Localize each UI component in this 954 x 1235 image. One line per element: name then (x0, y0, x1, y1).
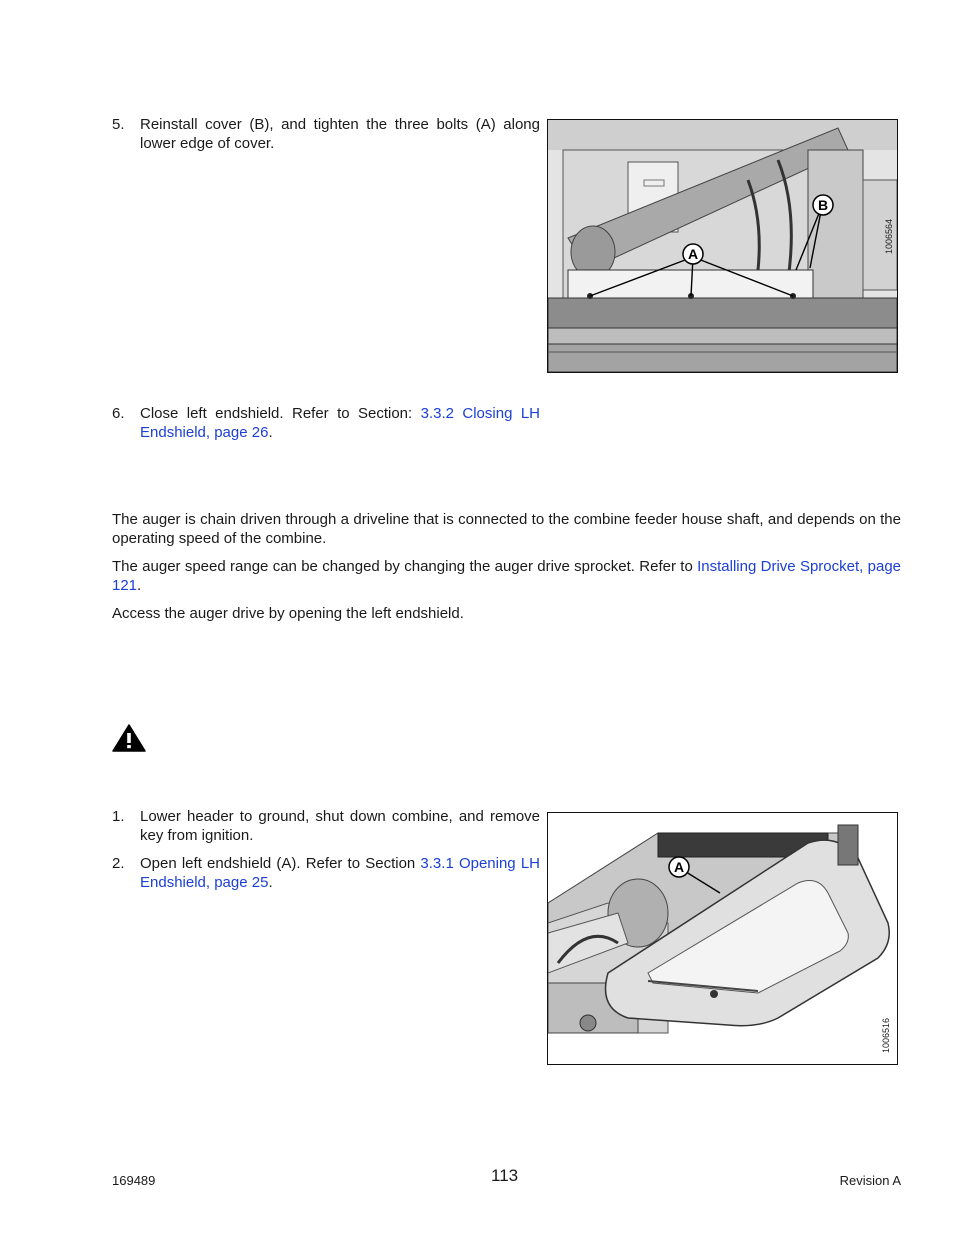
paragraph-text: The auger speed range can be changed by changing the auger drive sprocket. Refer to (112, 558, 698, 575)
closing-lh-endshield-link[interactable]: 3.3.2 Closing LH Endshield, page 26 (140, 405, 540, 441)
step-text: Close left endshield. Refer to Section: (140, 405, 421, 422)
figure-left-endshield-illustration (548, 813, 897, 1064)
step-number: 2. (112, 855, 125, 872)
step-number: 1. (112, 808, 125, 825)
callout-a-label: A (673, 859, 685, 875)
opening-lh-endshield-link[interactable]: 3.3.1 Opening LH Endshield, page 25 (140, 855, 540, 891)
paragraph-access: Access the auger drive by opening the left endshield. (112, 605, 464, 622)
figure-left-endshield (547, 812, 898, 1065)
paragraph-speed-range (112, 557, 901, 595)
step-text-end: . (268, 424, 273, 441)
figure-cover-bolts (547, 119, 898, 373)
footer-revision: Revision A (839, 1173, 901, 1188)
figure-id: 1006564 (884, 218, 894, 254)
step-text-end: . (268, 874, 273, 891)
step-1 (112, 807, 540, 845)
footer-doc-number: 169489 (112, 1173, 156, 1188)
warning-triangle-icon (112, 724, 146, 752)
installing-drive-sprocket-link[interactable]: Installing Drive Sprocket, page 121 (112, 558, 902, 594)
step-6 (112, 404, 540, 442)
footer-page-number: 113 (491, 1166, 519, 1185)
step-number: 5. (112, 116, 125, 133)
callout-b-label: B (817, 197, 829, 213)
step-text: Reinstall cover (B), and tighten the three bolts (A) along lower edge of cover. (140, 116, 540, 152)
step-number: 6. (112, 405, 125, 422)
paragraph-text-end: . (137, 577, 142, 594)
paragraph-auger-drive: The auger is chain driven through a driveline that is connected to the combine feeder house shaft, and depends on the operating speed of the combine. (112, 511, 901, 547)
step-2 (112, 854, 540, 892)
figure-id: 1006516 (881, 1017, 891, 1053)
figure-cover-bolts-illustration (548, 120, 897, 372)
step-5 (112, 115, 540, 153)
step-text: Lower header to ground, shut down combine, and remove key from ignition. (140, 808, 540, 844)
step-text: Open left endshield (A). Refer to Section (140, 855, 421, 872)
callout-a-label: A (687, 246, 699, 262)
